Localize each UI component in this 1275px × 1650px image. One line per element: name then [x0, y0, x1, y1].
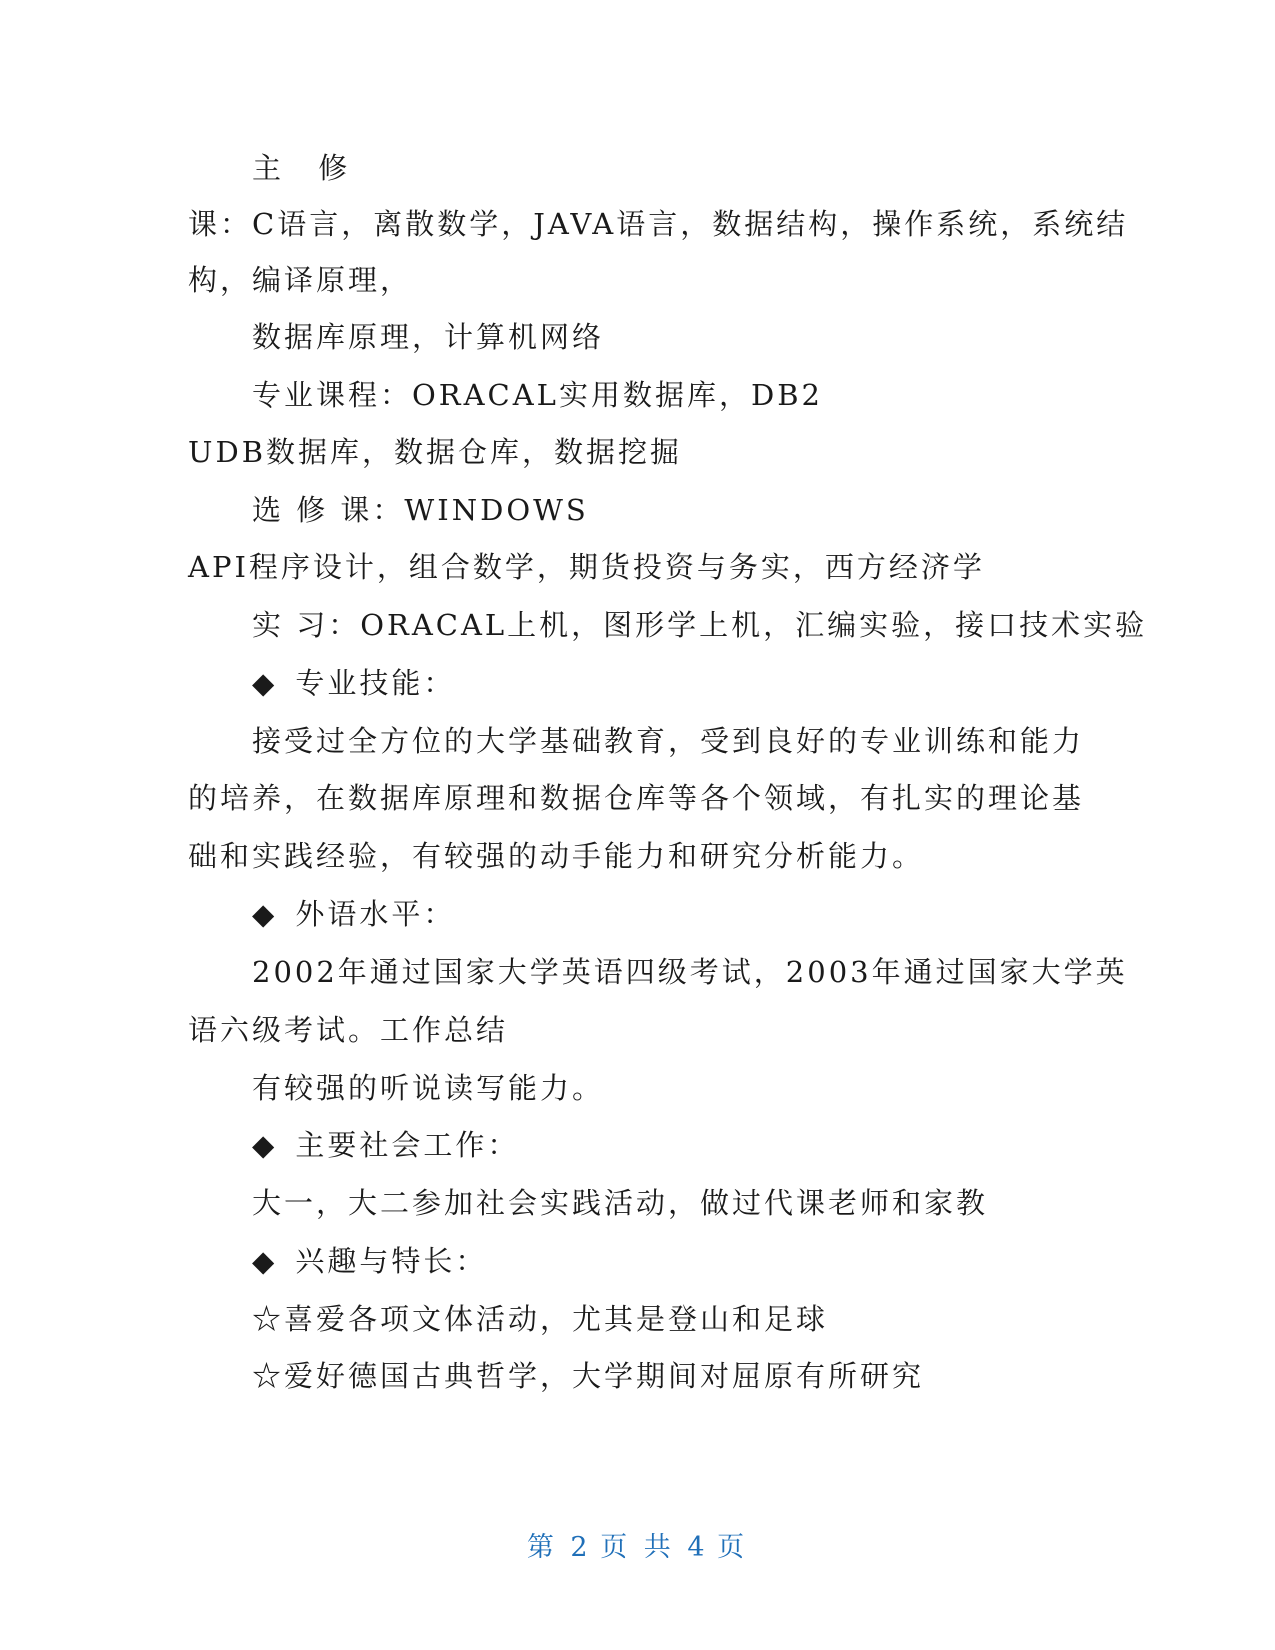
line-interest-1: ☆喜爱各项文体活动，尤其是登山和足球: [252, 1302, 829, 1336]
footer-middle: 页 共: [600, 1532, 675, 1563]
line-major-courses-cont: 构，编译原理，: [188, 263, 413, 297]
line-skills-para-1: 接受过全方位的大学基础教育，受到良好的专业训练和能力: [252, 724, 1085, 758]
footer-page-number: 2: [570, 1532, 588, 1563]
line-professional-courses-cont: UDB数据库，数据仓库，数据挖掘: [188, 435, 683, 469]
line-major-courses-cont2: 数据库原理，计算机网络: [252, 320, 605, 354]
footer-prefix: 第: [526, 1532, 558, 1563]
heading-professional-skills: ◆ 专业技能：: [252, 663, 455, 703]
line-interest-2: ☆爱好德国古典哲学，大学期间对屈原有所研究: [252, 1359, 925, 1393]
line-internship: 实 习：ORACAL上机，图形学上机，汇编实验，接口技术实验: [252, 608, 1148, 642]
heading-foreign-language: ◆ 外语水平：: [252, 894, 455, 934]
line-professional-courses: 专业课程：ORACAL实用数据库，DB2: [252, 378, 823, 412]
heading-interests: ◆ 兴趣与特长：: [252, 1241, 487, 1281]
line-major-label: 主 修: [252, 151, 362, 185]
footer-suffix: 页: [717, 1532, 749, 1563]
line-elective-courses: 选 修 课：WINDOWS: [252, 493, 589, 527]
heading-social-work: ◆ 主要社会工作：: [252, 1125, 519, 1165]
line-language-para-2: 语六级考试。工作总结: [188, 1013, 509, 1047]
line-major-courses: 课：C语言，离散数学，JAVA语言，数据结构，操作系统，系统结: [188, 207, 1129, 241]
line-skills-para-2: 的培养，在数据库原理和数据仓库等各个领域，有扎实的理论基: [188, 781, 1085, 815]
line-language-para-3: 有较强的听说读写能力。: [252, 1071, 605, 1105]
footer-total-pages: 4: [687, 1532, 705, 1563]
page-footer: [0, 1528, 1275, 1568]
line-skills-para-3: 础和实践经验，有较强的动手能力和研究分析能力。: [188, 839, 925, 873]
line-elective-courses-cont: API程序设计，组合数学，期货投资与务实，西方经济学: [188, 550, 985, 584]
line-language-para-1: 2002年通过国家大学英语四级考试，2003年通过国家大学英: [252, 955, 1128, 989]
line-social-work: 大一，大二参加社会实践活动，做过代课老师和家教: [252, 1186, 989, 1220]
